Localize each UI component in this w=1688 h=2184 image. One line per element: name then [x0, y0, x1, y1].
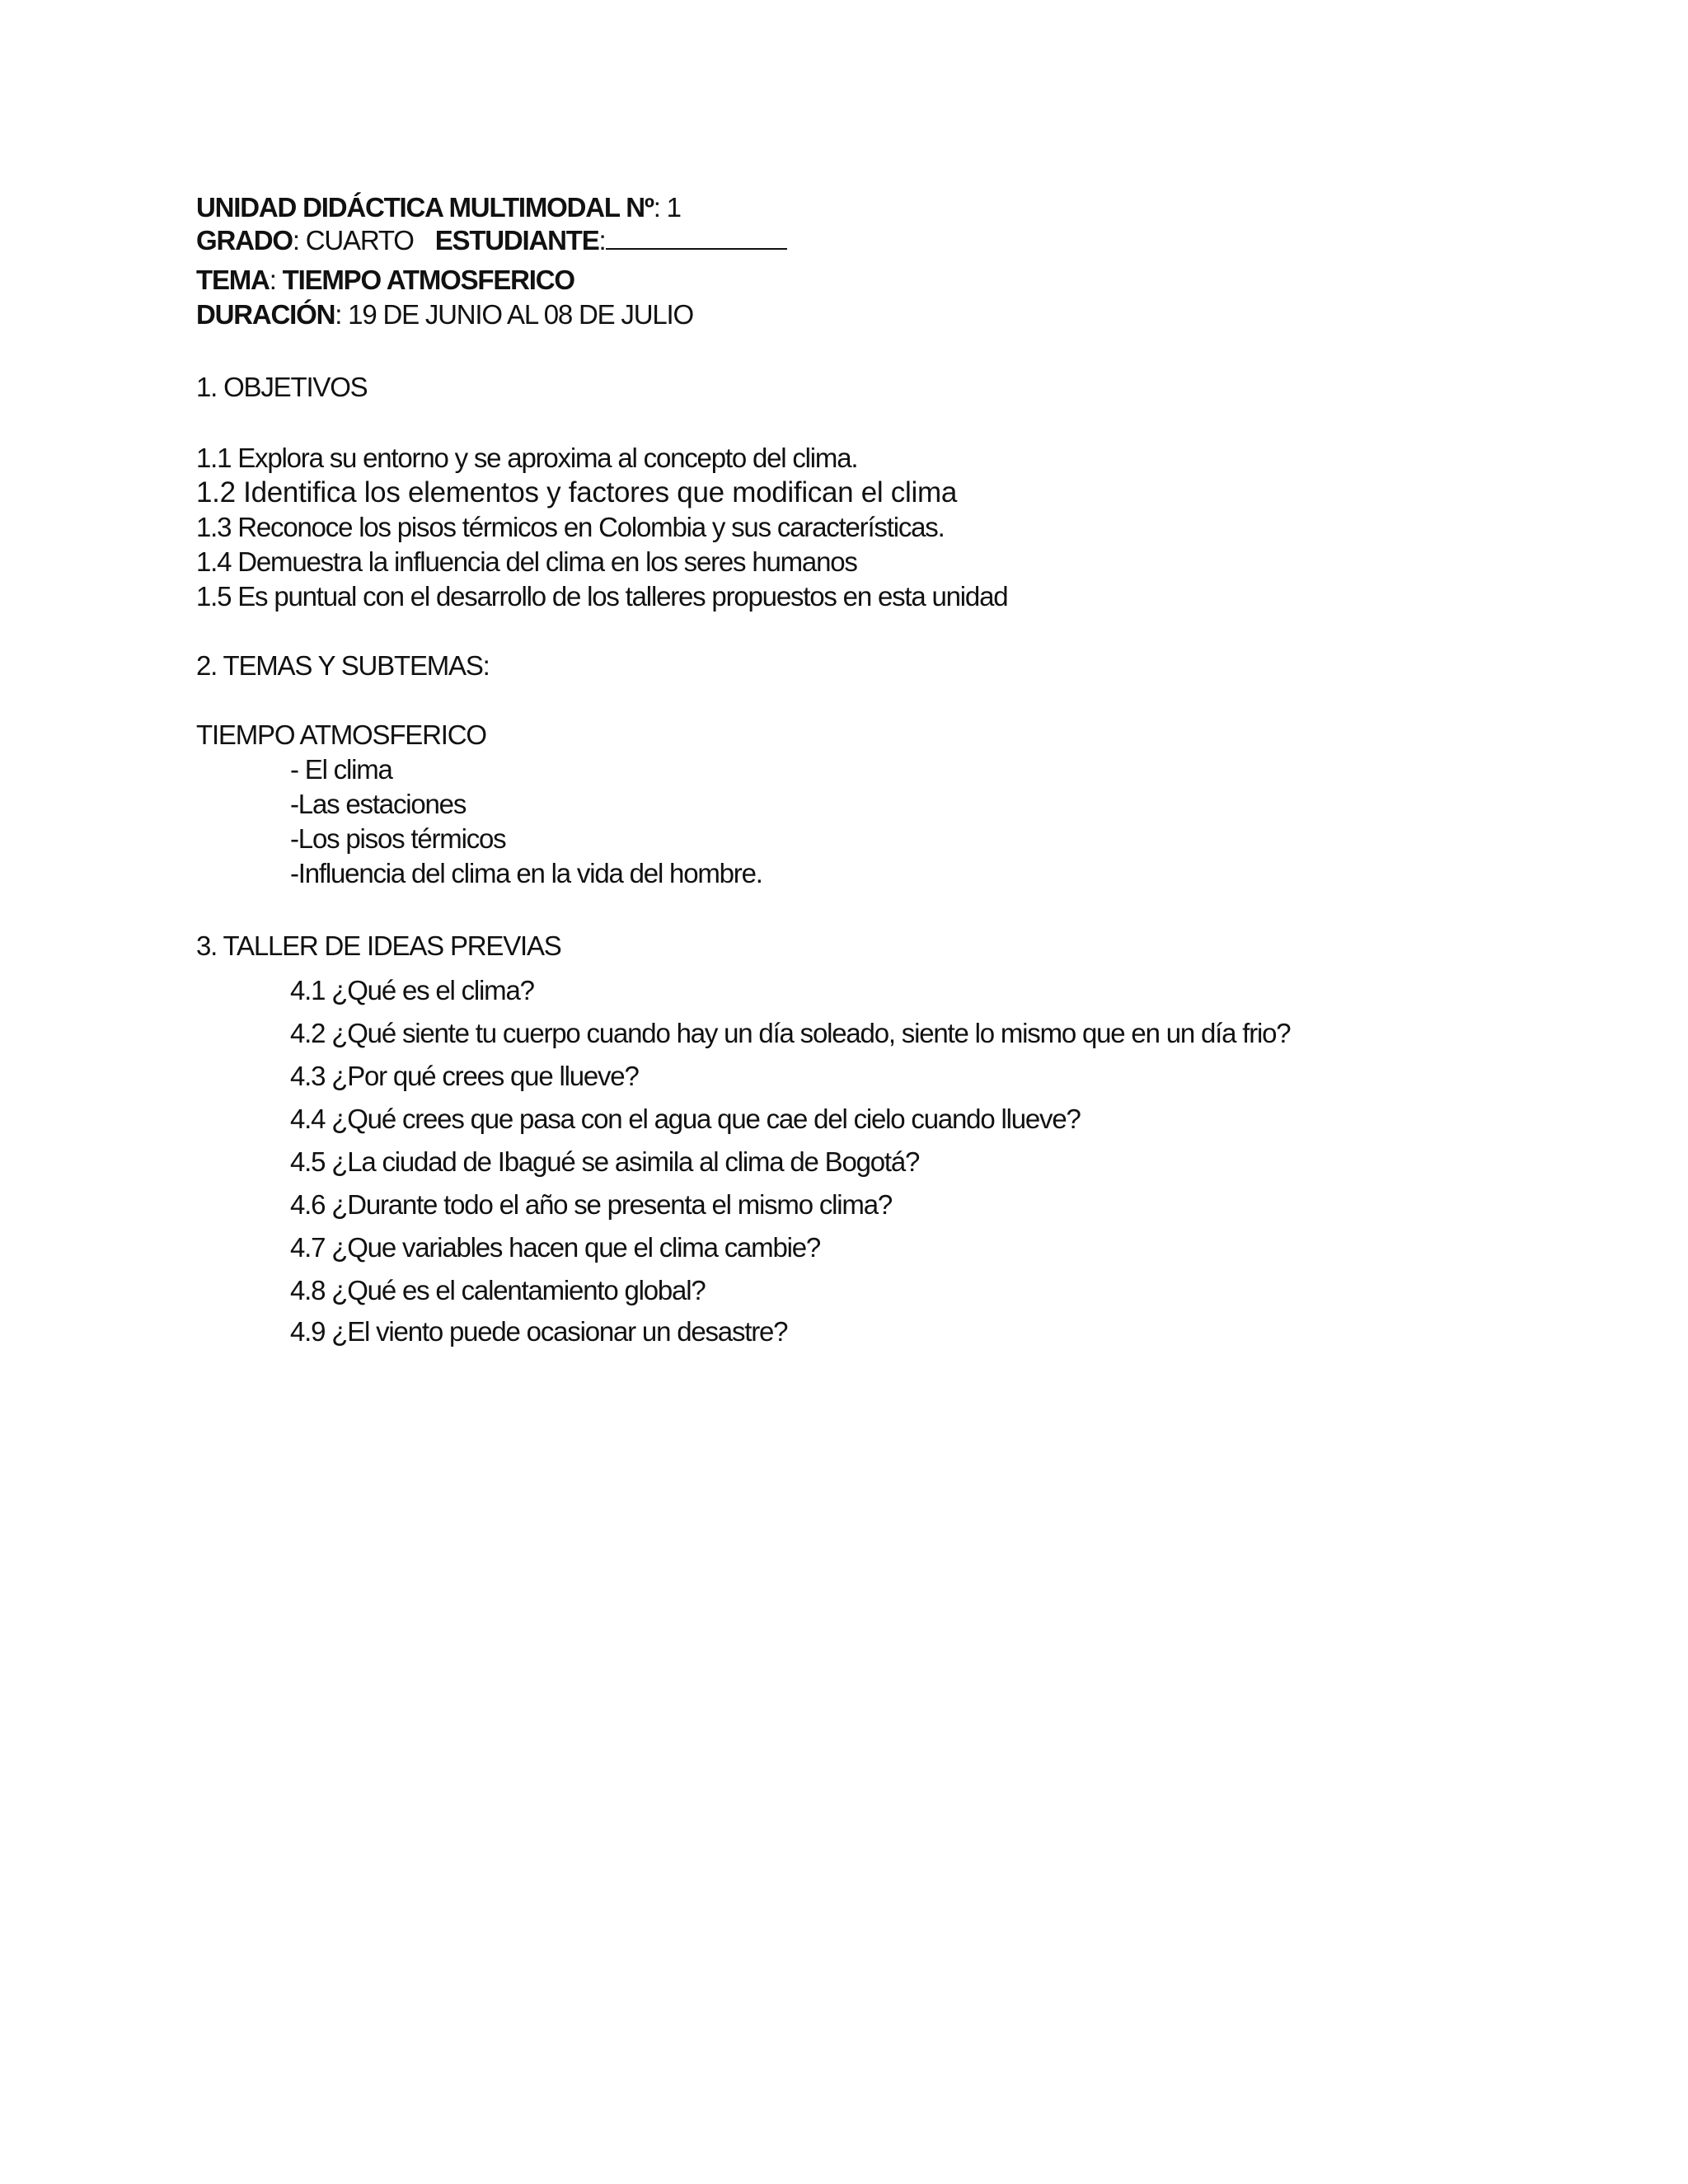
topics-heading: 2. TEMAS Y SUBTEMAS:: [196, 650, 490, 681]
grade-line: [196, 224, 787, 257]
objective-item: 1.1 Explora su entorno y se aproxima al concepto del clima.: [196, 443, 858, 473]
grade-label: GRADO: [196, 225, 293, 255]
subtopic-item: - El clima: [290, 754, 392, 785]
workshop-question: 4.7 ¿Que variables hacen que el clima cambie?: [290, 1232, 821, 1263]
topic-label: TEMA: [196, 265, 270, 295]
unit-label: UNIDAD DIDÁCTICA MULTIMODAL Nº: [196, 192, 654, 223]
subtopic-item: -Influencia del clima en la vida del hombre.: [290, 858, 762, 888]
workshop-question: 4.5 ¿La ciudad de Ibagué se asimila al clima de Bogotá?: [290, 1146, 920, 1177]
duration-value: : 19 DE JUNIO AL 08 DE JULIO: [335, 299, 693, 330]
objectives-heading: 1. OBJETIVOS: [196, 372, 368, 402]
student-name-blank: [606, 225, 787, 250]
unit-line: [196, 191, 681, 224]
student-value: :: [598, 225, 606, 255]
topic-separator: :: [269, 265, 283, 295]
workshop-question: 4.9 ¿El viento puede ocasionar un desastre?: [290, 1316, 788, 1347]
objective-item: 1.3 Reconoce los pisos térmicos en Colombia y sus características.: [196, 512, 945, 542]
subtopic-item: -Los pisos térmicos: [290, 823, 506, 854]
objective-item: 1.2 Identifica los elementos y factores que modifican el clima: [196, 476, 957, 509]
workshop-question: 4.6 ¿Durante todo el año se presenta el mismo clima?: [290, 1189, 893, 1220]
topics-main: TIEMPO ATMOSFERICO: [196, 719, 486, 750]
workshop-question: 4.4 ¿Qué crees que pasa con el agua que cae del cielo cuando llueve?: [290, 1104, 1081, 1134]
topic-value: TIEMPO ATMOSFERICO: [282, 265, 574, 295]
grade-value: : CUARTO: [292, 225, 414, 255]
workshop-question: 4.2 ¿Qué siente tu cuerpo cuando hay un día soleado, siente lo mismo que en un día frio?: [290, 1018, 1291, 1048]
workshop-question: 4.8 ¿Qué es el calentamiento global?: [290, 1275, 706, 1305]
objective-item: 1.5 Es puntual con el desarrollo de los talleres propuestos en esta unidad: [196, 581, 1008, 612]
unit-value: : 1: [653, 192, 681, 223]
duration-label: DURACIÓN: [196, 299, 335, 330]
workshop-heading: 3. TALLER DE IDEAS PREVIAS: [196, 930, 561, 961]
workshop-question: 4.1 ¿Qué es el clima?: [290, 975, 534, 1005]
duration-line: [196, 298, 693, 331]
topic-line: [196, 264, 574, 297]
subtopic-item: -Las estaciones: [290, 789, 467, 819]
workshop-question: 4.3 ¿Por qué crees que llueve?: [290, 1061, 639, 1091]
student-label: ESTUDIANTE: [434, 225, 599, 255]
objective-item: 1.4 Demuestra la influencia del clima en los seres humanos: [196, 546, 857, 577]
